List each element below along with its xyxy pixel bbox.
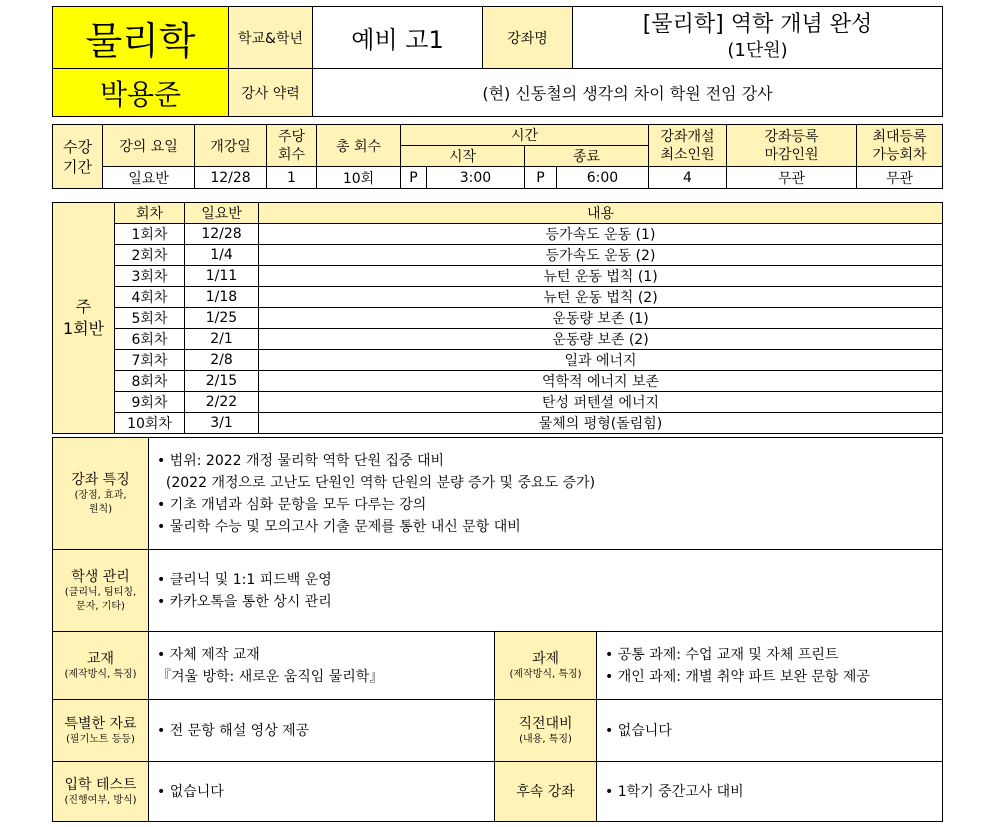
subject-title: 물리학 xyxy=(53,7,229,69)
career-label: 강사 약력 xyxy=(229,69,313,117)
features-content xyxy=(149,438,943,550)
session-content: 뉴턴 운동 법칙 (2) xyxy=(259,287,943,308)
session-row xyxy=(53,287,943,308)
details-table xyxy=(52,437,943,822)
special-label-cell xyxy=(53,700,149,762)
end-time: 6:00 xyxy=(557,167,649,189)
homework-sublabel: (제작방식, 특징) xyxy=(509,668,582,680)
start-ampm: P xyxy=(401,167,427,189)
session-content: 물체의 평형(돌림힘) xyxy=(259,413,943,434)
session-row xyxy=(53,245,943,266)
entrance-label-cell xyxy=(53,762,149,822)
session-content: 등가속도 운동 (1) xyxy=(259,224,943,245)
total-header: 총 회수 xyxy=(317,125,401,167)
homework-line: • 개인 과제: 개별 취약 파트 보완 문항 제공 xyxy=(605,668,870,685)
deadline-header: 강좌등록 마감인원 xyxy=(727,125,857,167)
features-line: • 기초 개념과 심화 문항을 모두 다루는 강의 xyxy=(157,496,427,513)
session-date: 2/22 xyxy=(185,392,259,413)
start-date-header: 개강일 xyxy=(195,125,267,167)
start-time: 3:00 xyxy=(427,167,525,189)
session-row xyxy=(53,308,943,329)
min-header: 강좌개설 최소인원 xyxy=(649,125,727,167)
entrance-sublabel: (진행여부, 방식) xyxy=(64,794,137,806)
features-label: 강좌 특징 xyxy=(71,471,130,488)
entrance-label: 입학 테스트 xyxy=(64,776,137,793)
session-num: 6회차 xyxy=(115,329,185,350)
session-date: 2/15 xyxy=(185,371,259,392)
homework-content xyxy=(597,632,943,700)
textbook-sublabel: (제작방식, 특징) xyxy=(64,668,137,680)
features-sublabel: (장점, 효과, 원칙) xyxy=(74,489,127,515)
features-line: • 범위: 2022 개정 물리학 역학 단원 집중 대비 xyxy=(157,452,445,469)
session-content: 운동량 보존 (1) xyxy=(259,308,943,329)
special-label: 특별한 자료 xyxy=(64,715,137,732)
start-date-value: 12/28 xyxy=(195,167,267,189)
day-header: 강의 요일 xyxy=(103,125,195,167)
textbook-line: 『겨울 방학: 새로운 움직임 물리학』 xyxy=(157,668,384,685)
pre-exam-value: • 없습니다 xyxy=(605,722,672,739)
special-sublabel: (필기노트 등등) xyxy=(66,733,135,745)
session-row xyxy=(53,266,943,287)
textbook-line: • 자체 제작 교재 xyxy=(157,646,260,663)
session-date: 1/25 xyxy=(185,308,259,329)
entrance-value: • 없습니다 xyxy=(157,783,224,800)
pre-exam-label: 직전대비 xyxy=(518,715,573,732)
session-row xyxy=(53,371,943,392)
session-num: 9회차 xyxy=(115,392,185,413)
management-label-cell xyxy=(53,550,149,632)
course-name-line1: [물리학] 역학 개념 완성 xyxy=(642,11,873,37)
session-content: 역학적 에너지 보존 xyxy=(259,371,943,392)
school-grade-label: 학교&학년 xyxy=(229,7,313,69)
homework-label-cell xyxy=(495,632,597,700)
max-value: 무관 xyxy=(857,167,943,189)
features-line: • 물리학 수능 및 모의고사 기출 문제를 통한 내신 문항 대비 xyxy=(157,518,521,535)
textbook-label-cell xyxy=(53,632,149,700)
textbook-content xyxy=(149,632,495,700)
session-row xyxy=(53,350,943,371)
homework-line: • 공통 과제: 수업 교재 및 자체 프린트 xyxy=(605,646,839,663)
school-grade-value: 예비 고1 xyxy=(313,7,483,69)
session-content: 등가속도 운동 (2) xyxy=(259,245,943,266)
follow-up-value: • 1학기 중간고사 대비 xyxy=(605,783,744,800)
max-header: 최대등록 가능회차 xyxy=(857,125,943,167)
session-row xyxy=(53,224,943,245)
sessions-table xyxy=(52,202,943,434)
session-num: 4회차 xyxy=(115,287,185,308)
entrance-content xyxy=(149,762,495,822)
teacher-name: 박용준 xyxy=(53,69,229,117)
pre-exam-content xyxy=(597,700,943,762)
session-date: 2/8 xyxy=(185,350,259,371)
session-content: 운동량 보존 (2) xyxy=(259,329,943,350)
pre-exam-sublabel: (내용, 특징) xyxy=(519,733,572,745)
header-table xyxy=(52,6,943,117)
session-row xyxy=(53,413,943,434)
weekly-header: 주당 회수 xyxy=(267,125,317,167)
weekly-value: 1 xyxy=(267,167,317,189)
period-label: 수강 기간 xyxy=(53,125,103,189)
management-content xyxy=(149,550,943,632)
session-content: 일과 에너지 xyxy=(259,350,943,371)
time-header: 시간 xyxy=(401,125,649,146)
follow-up-label: 후속 강좌 xyxy=(516,783,575,800)
min-value: 4 xyxy=(649,167,727,189)
session-row xyxy=(53,392,943,413)
session-date: 1/4 xyxy=(185,245,259,266)
session-date: 3/1 xyxy=(185,413,259,434)
special-content xyxy=(149,700,495,762)
features-line: (2022 개정으로 고난도 단원인 역학 단원의 분량 증가 및 중요도 증가) xyxy=(157,474,596,491)
features-label-cell xyxy=(53,438,149,550)
management-line: • 카카오톡을 통한 상시 관리 xyxy=(157,593,332,610)
career-value: (현) 신동철의 생각의 차이 학원 전임 강사 xyxy=(313,69,943,117)
schedule-table xyxy=(52,124,943,189)
pre-exam-label-cell xyxy=(495,700,597,762)
session-num: 10회차 xyxy=(115,413,185,434)
session-num: 3회차 xyxy=(115,266,185,287)
management-line: • 클리닉 및 1:1 피드백 운영 xyxy=(157,571,332,588)
session-date-header: 일요반 xyxy=(185,203,259,224)
management-sublabel: (클리닉, 팀티칭, 문자, 기타) xyxy=(64,586,137,612)
homework-label: 과제 xyxy=(531,650,560,667)
session-num-header: 회차 xyxy=(115,203,185,224)
management-label: 학생 관리 xyxy=(71,568,130,585)
start-header: 시작 xyxy=(401,146,525,167)
end-header: 종료 xyxy=(525,146,649,167)
session-content-header: 내용 xyxy=(259,203,943,224)
session-date: 1/11 xyxy=(185,266,259,287)
special-value: • 전 문항 해설 영상 제공 xyxy=(157,722,310,739)
sessions-side-label: 주 1회반 xyxy=(53,203,115,434)
session-num: 7회차 xyxy=(115,350,185,371)
course-name-line2: (1단원) xyxy=(727,39,788,61)
day-value: 일요반 xyxy=(103,167,195,189)
deadline-value: 무관 xyxy=(727,167,857,189)
session-num: 2회차 xyxy=(115,245,185,266)
session-content: 탄성 퍼텐셜 에너지 xyxy=(259,392,943,413)
session-num: 1회차 xyxy=(115,224,185,245)
session-row xyxy=(53,329,943,350)
course-name-label: 강좌명 xyxy=(483,7,573,69)
session-date: 1/18 xyxy=(185,287,259,308)
follow-up-content xyxy=(597,762,943,822)
textbook-label: 교재 xyxy=(86,650,115,667)
session-num: 8회차 xyxy=(115,371,185,392)
total-value: 10회 xyxy=(317,167,401,189)
session-date: 2/1 xyxy=(185,329,259,350)
follow-up-label-cell xyxy=(495,762,597,822)
session-num: 5회차 xyxy=(115,308,185,329)
course-name-value xyxy=(573,7,943,69)
session-content: 뉴턴 운동 법칙 (1) xyxy=(259,266,943,287)
session-date: 12/28 xyxy=(185,224,259,245)
end-ampm: P xyxy=(525,167,557,189)
